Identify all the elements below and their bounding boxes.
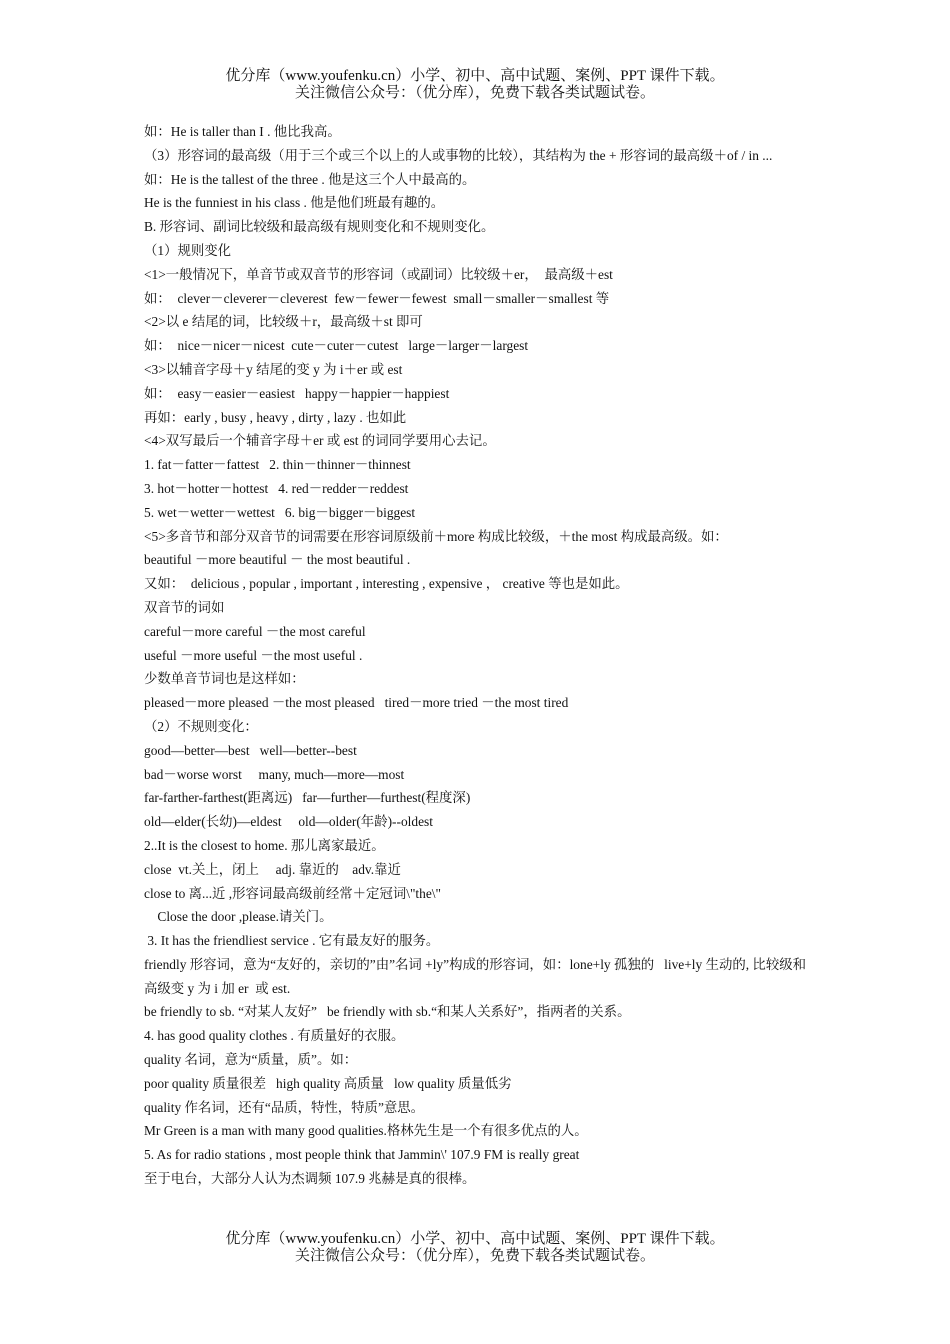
text-line: close to 离...近 ,形容词最高级前经常＋定冠词\"the\" xyxy=(144,885,441,901)
text-line: 如： clever－cleverer－cleverest few－fewer－fewest small－smaller－smallest 等 xyxy=(144,290,610,306)
text-line: 双音节的词如 xyxy=(144,599,225,615)
text-line: B. 形容词、副词比较级和最高级有规则变化和不规则变化。 xyxy=(144,219,495,235)
header-line-1: 优分库（www.youfenku.cn）小学、初中、高中试题、案例、PPT 课件下载。 xyxy=(225,68,725,84)
text-line: 3. It has the friendliest service . 它有最友好的服务。 xyxy=(144,933,440,949)
text-line: （1）规则变化 xyxy=(144,242,232,258)
document-body xyxy=(144,120,810,1191)
text-line: bad－worse worst many, much—more—most xyxy=(144,766,405,782)
text-line: 如： nice－nicer－nicest cute－cuter－cutest large－larger－largest xyxy=(144,338,529,354)
text-line: 5. As for radio stations , most people think that Jammin\' 107.9 FM is really great xyxy=(144,1147,580,1163)
text-line: 如：He is the tallest of the three . 他是这三个人中最高的。 xyxy=(144,171,476,187)
text-line: careful－more careful －the most careful xyxy=(144,623,366,639)
text-line: 如： easy－easier－easiest happy－happier－happiest xyxy=(144,385,450,401)
text-line: far-farther-farthest(距离远) far—further—furthest(程度深) xyxy=(144,790,471,806)
text-line: （2）不规则变化： xyxy=(144,718,258,734)
text-line: 3. hot－hotter－hottest 4. red－redder－reddest xyxy=(144,480,409,496)
text-line: <3>以辅音字母＋y 结尾的变 y 为 i＋er 或 est xyxy=(144,361,403,377)
text-line: <2>以 e 结尾的词，比较级＋r，最高级＋st 即可 xyxy=(144,314,423,330)
page-header xyxy=(0,68,950,102)
text-line: poor quality 质量很差 high quality 高质量 low quality 质量低劣 xyxy=(144,1075,512,1091)
text-line: good—better—best well—better--best xyxy=(144,742,357,758)
text-line: He is the funniest in his class . 他是他们班最有趣的。 xyxy=(144,195,445,211)
text-line: Close the door ,please.请关门。 xyxy=(144,909,333,925)
text-line: useful －more useful －the most useful . xyxy=(144,647,363,663)
text-line: 5. wet－wetter－wettest 6. big－bigger－biggest xyxy=(144,504,416,520)
text-line: beautiful －more beautiful － the most beautiful . xyxy=(144,552,411,568)
text-line: <5>多音节和部分双音节的词需要在形容词原级前＋more 构成比较级，＋the most 构成最高级。如： xyxy=(144,528,728,544)
text-line: friendly 形容词，意为“友好的，亲切的”由”名词 +ly”构成的形容词，如：lone+ly 孤独的 live+ly 生动的, 比较级和高级变 y 为 i 加 er 或 est. xyxy=(144,956,806,996)
text-line: Mr Green is a man with many good qualities.格林先生是一个有很多优点的人。 xyxy=(144,1123,588,1139)
header-line-2: 关注微信公众号：（优分库），免费下载各类试题试卷。 xyxy=(294,85,655,101)
text-line: quality 名词，意为“质量，质”。如： xyxy=(144,1052,358,1068)
text-line: <1>一般情况下，单音节或双音节的形容词（或副词）比较级＋er， 最高级＋est xyxy=(144,266,613,282)
page-footer xyxy=(0,1231,950,1265)
text-line: 2..It is the closest to home. 那儿离家最近。 xyxy=(144,837,385,853)
text-line: 4. has good quality clothes . 有质量好的衣服。 xyxy=(144,1028,405,1044)
text-line: be friendly to sb. “对某人友好” be friendly with sb.“和某人关系好”，指两者的关系。 xyxy=(144,1004,631,1020)
text-line: 再如：early , busy , heavy , dirty , lazy . 也如此 xyxy=(144,409,407,425)
text-line: （3）形容词的最高级（用于三个或三个以上的人或事物的比较），其结构为 the + 形容词的最高级＋of / in ... xyxy=(144,147,773,163)
text-line: quality 作名词，还有“品质，特性，特质”意思。 xyxy=(144,1099,425,1115)
text-line: 少数单音节词也是这样如： xyxy=(144,671,305,687)
text-line: old—elder(长幼)—eldest old—older(年龄)--oldest xyxy=(144,814,433,830)
text-line: close vt.关上，闭上 adj. 靠近的 adv.靠近 xyxy=(144,861,401,877)
text-line: pleased－more pleased －the most pleased tired－more tried －the most tired xyxy=(144,695,569,711)
text-line: 至于电台，大部分人认为杰调频 107.9 兆赫是真的很棒。 xyxy=(144,1171,476,1187)
footer-line-2: 关注微信公众号：（优分库），免费下载各类试题试卷。 xyxy=(294,1248,655,1264)
text-line: 又如： delicious , popular , important , interesting , expensive ， creative 等也是如此。 xyxy=(144,576,629,592)
text-line: <4>双写最后一个辅音字母＋er 或 est 的词同学要用心去记。 xyxy=(144,433,496,449)
footer-line-1: 优分库（www.youfenku.cn）小学、初中、高中试题、案例、PPT 课件下载。 xyxy=(225,1231,725,1247)
text-line: 1. fat－fatter－fattest 2. thin－thinner－thinnest xyxy=(144,457,411,473)
text-line: 如：He is taller than I . 他比我高。 xyxy=(144,124,341,139)
